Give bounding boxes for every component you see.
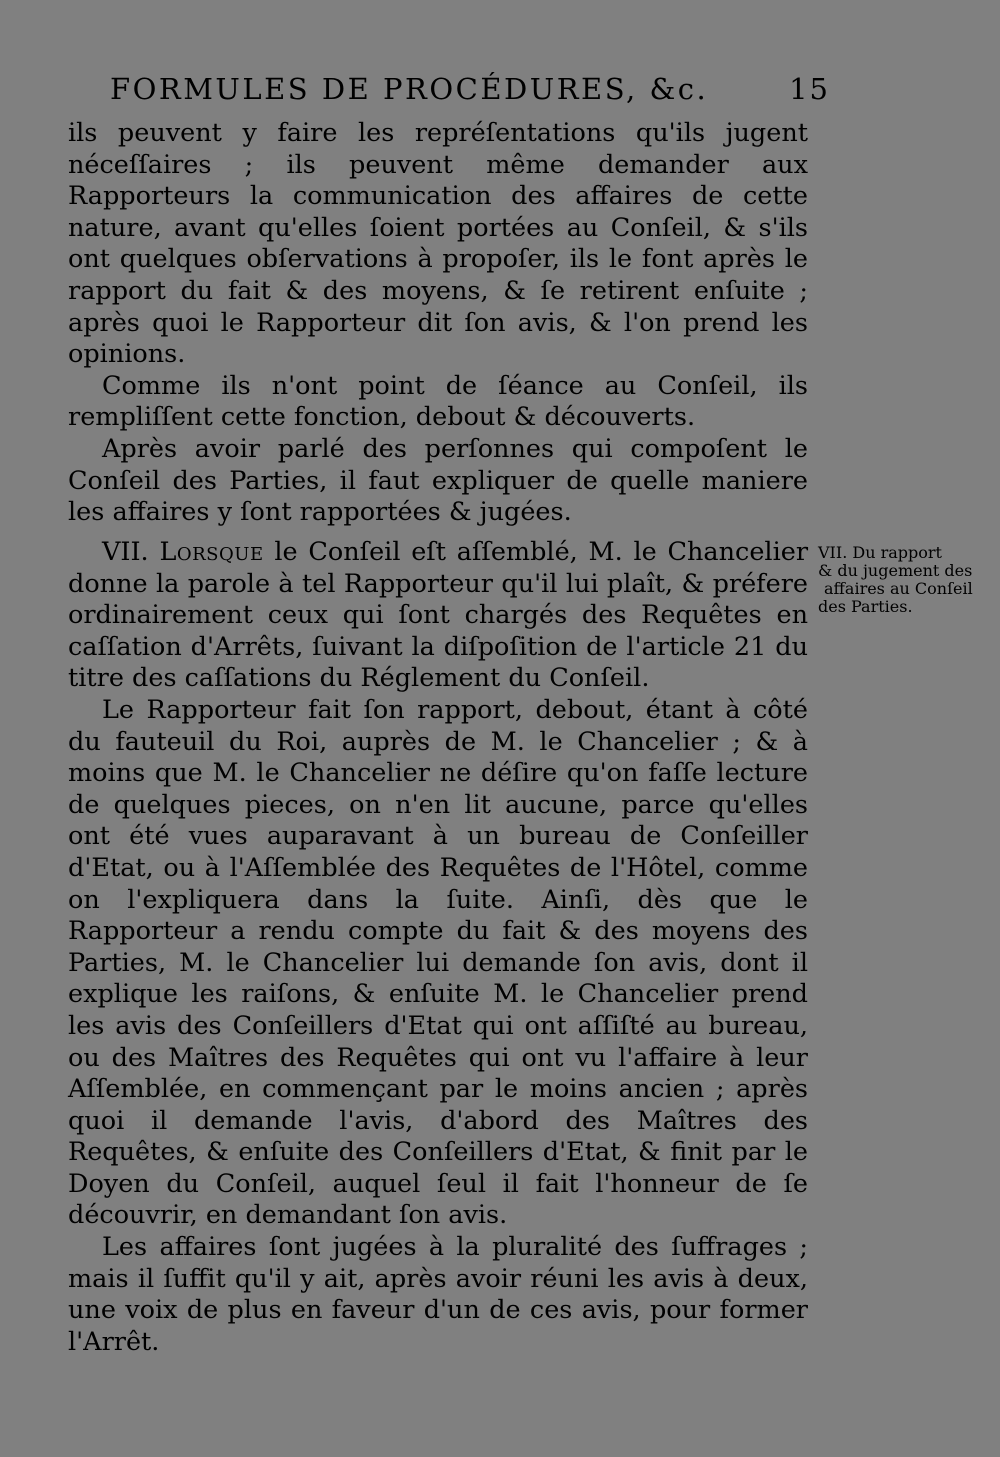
margin-note-line: & du jugement des: [818, 561, 973, 580]
section-number: VII.: [102, 537, 149, 567]
paragraph: Le Rapporteur fait ſon rapport, debout, étant à côté du fauteuil du Roi, auprès de M. le Chancelier ; & à moins que M. le Chancelier ne déſire qu'on faſſe lecture de quelques pieces, on n'en lit aucune, parce qu'elles ont été vues auparavant à un bureau de Conſeiller d'Etat, ou à l'Aſſemblée des Requêtes de l'Hôtel, comme on l'expliquera dans la ſuite. Ainſi, dès que le Rapporteur a rendu compte du fait & des moyens des Parties, M. le Chancelier lui demande ſon avis, dont il explique les raiſons, & enſuite M. le Chancelier prend les avis des Conſeillers d'Etat qui ont aſſiſté au bureau, ou des Maîtres des Requêtes qui ont vu l'affaire à leur Aſſemblée, en commençant par le moins ancien ; après quoi il demande l'avis, d'abord des Maîtres des Requêtes, & enſuite des Conſeillers d'Etat, & finit par le Doyen du Conſeil, auquel ſeul il fait l'honneur de ſe découvrir, en demandant ſon avis.: [68, 694, 808, 1231]
margin-note-line: affaires au Conſeil: [824, 579, 973, 598]
paragraph: Les affaires ſont jugées à la pluralité des ſuffrages ; mais il ſuffit qu'il y ait, après avoir réuni les avis à deux, une voix de plus en faveur d'un de ces avis, pour former l'Arrêt.: [68, 1232, 808, 1357]
paragraph: Comme ils n'ont point de ſéance au Conſeil, ils rempliſſent cette fonction, debout & découverts.: [68, 370, 808, 433]
margin-note: [818, 544, 990, 616]
paragraph: Après avoir parlé des perſonnes qui compoſent le Conſeil des Parties, il faut expliquer de quelle maniere les affaires y ſont rapportées & jugées.: [68, 433, 808, 528]
text-block-section-vii: [68, 537, 808, 1358]
section-lead-word: Lorsque: [159, 537, 264, 567]
section-opening-text: le Conſeil eſt aſſemblé, M. le Chancelier donne la parole à tel Rapporteur qu'il lui plaît, & préfere ordinairement ceux qui ſont chargés des Requêtes en caſſation d'Arrêts, ſuivant la diſpoſition de l'article 21 du titre des caſſations du Réglement du Conſeil.: [68, 537, 809, 694]
page-number: 15: [789, 72, 830, 106]
paragraph-continued: ils peuvent y faire les repréſentations qu'ils jugent néceſſaires ; ils peuvent même demander aux Rapporteurs la communication des affaires de cette nature, avant qu'elles ſoient portées au Conſeil, & s'ils ont quelques obſervations à propoſer, ils le font après le rapport du fait & des moyens, & ſe retirent enſuite ; après quoi le Rapporteur dit ſon avis, & l'on prend les opinions.: [68, 118, 808, 370]
header-title: FORMULES DE PROCÉDURES, &c.: [110, 72, 709, 106]
text-block-top: [68, 118, 808, 529]
margin-note-line: VII. Du rapport: [818, 543, 942, 562]
running-header: [110, 72, 830, 106]
section-opening-paragraph: [68, 537, 808, 695]
margin-note-line: des Parties.: [818, 597, 913, 616]
